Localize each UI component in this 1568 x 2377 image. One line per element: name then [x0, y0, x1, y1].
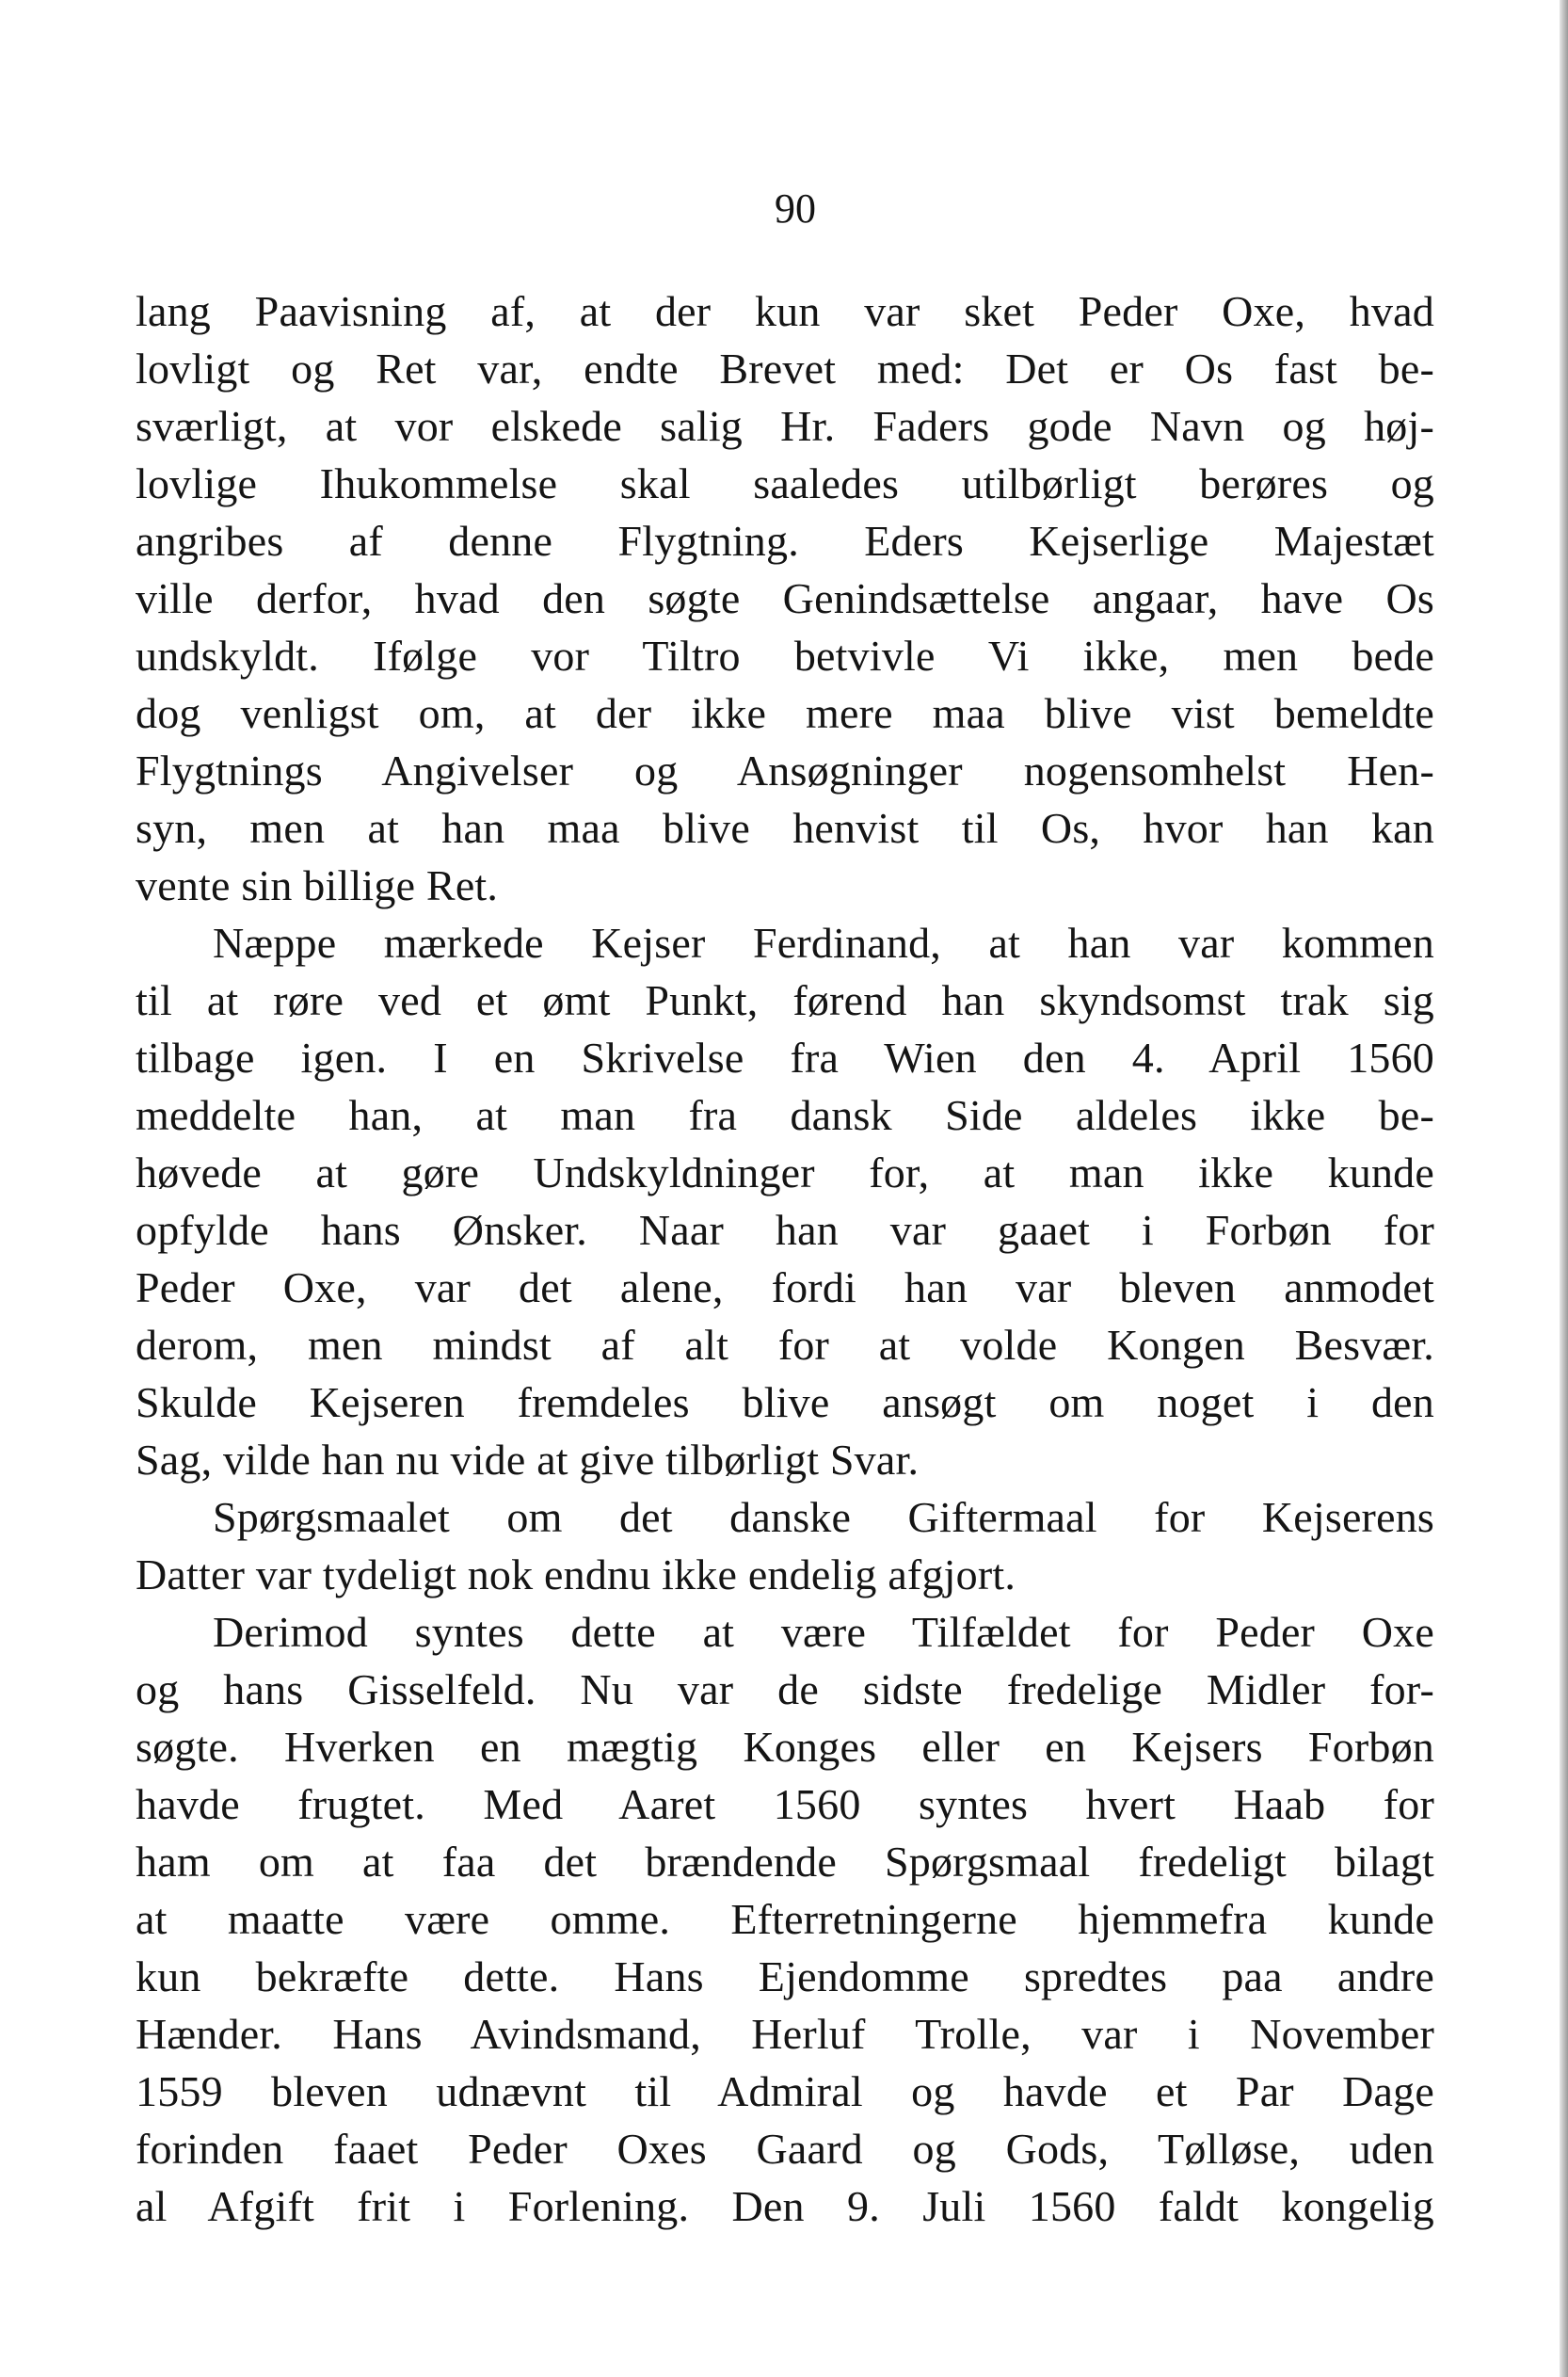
text-line: Skulde Kejseren fremdeles blive ansøgt om noget i den — [136, 1378, 1434, 1426]
text-line: Sag, vilde han nu vide at give tilbørligt Svar. — [136, 1436, 920, 1484]
page-edge-shadow — [1560, 0, 1568, 2377]
text-line: Spørgsmaalet om det danske Giftermaal for Kejserens — [213, 1493, 1434, 1541]
text-line: meddelte han, at man fra dansk Side aldeles ikke be- — [136, 1091, 1434, 1139]
text-line: lovlige Ihukommelse skal saaledes utilbørligt berøres og — [136, 459, 1434, 507]
text-line: syn, men at han maa blive henvist til Os, hvor han kan — [136, 804, 1434, 852]
text-line: søgte. Hverken en mægtig Konges eller en Kejsers Forbøn — [136, 1723, 1434, 1771]
text-line: til at røre ved et ømt Punkt, førend han skyndsomst trak sig — [136, 976, 1434, 1024]
text-line: havde frugtet. Med Aaret 1560 syntes hvert Haab for — [136, 1780, 1434, 1828]
text-line: undskyldt. Ifølge vor Tiltro betvivle Vi ikke, men bede — [136, 632, 1434, 680]
text-line: vente sin billige Ret. — [136, 861, 499, 909]
text-line: dog venligst om, at der ikke mere maa blive vist bemeldte — [136, 689, 1434, 737]
paragraph-1 — [136, 282, 1434, 914]
text-line: ville derfor, hvad den søgte Genindsættelse angaar, have Os — [136, 574, 1434, 622]
paragraph-4 — [136, 1603, 1434, 2235]
text-line: derom, men mindst af alt for at volde Kongen Besvær. — [136, 1321, 1434, 1369]
text-line: angribes af denne Flygtning. Eders Kejserlige Majestæt — [136, 517, 1434, 565]
text-line: og hans Gisselfeld. Nu var de sidste fredelige Midler for- — [136, 1665, 1434, 1713]
page-number: 90 — [775, 185, 816, 232]
text-line: sværligt, at vor elskede salig Hr. Faders gode Navn og høj- — [136, 402, 1434, 450]
text-line: at maatte være omme. Efterretningerne hjemmefra kunde — [136, 1895, 1434, 1943]
text-line: forinden faaet Peder Oxes Gaard og Gods, Tølløse, uden — [136, 2125, 1434, 2173]
text-line: 1559 bleven udnævnt til Admiral og havde et Par Dage — [136, 2067, 1434, 2115]
text-line: lovligt og Ret var, endte Brevet med: Det er Os fast be- — [136, 345, 1434, 393]
text-line: tilbage igen. I en Skrivelse fra Wien den 4. April 1560 — [136, 1034, 1434, 1082]
text-line: Peder Oxe, var det alene, fordi han var bleven anmodet — [136, 1263, 1434, 1311]
text-line: kun bekræfte dette. Hans Ejendomme spredtes paa andre — [136, 1952, 1434, 2000]
text-line: høvede at gøre Undskyldninger for, at man ikke kunde — [136, 1148, 1434, 1197]
text-line: al Afgift frit i Forlening. Den 9. Juli 1560 faldt kongelig — [136, 2182, 1434, 2230]
paragraph-3 — [136, 1488, 1434, 1603]
paragraph-2 — [136, 914, 1434, 1488]
text-line: Hænder. Hans Avindsmand, Herluf Trolle, var i November — [136, 2010, 1434, 2058]
text-line: Flygtnings Angivelser og Ansøgninger nogensomhelst Hen- — [136, 747, 1434, 795]
text-line: opfylde hans Ønsker. Naar han var gaaet i Forbøn for — [136, 1206, 1434, 1254]
text-line: Datter var tydeligt nok endnu ikke endelig afgjort. — [136, 1550, 1016, 1598]
text-line: lang Paavisning af, at der kun var sket Peder Oxe, hvad — [136, 287, 1434, 335]
body-text — [136, 282, 1434, 2235]
text-line: Derimod syntes dette at være Tilfældet for Peder Oxe — [213, 1608, 1434, 1656]
text-line: Næppe mærkede Kejser Ferdinand, at han var kommen — [213, 919, 1434, 967]
text-line: ham om at faa det brændende Spørgsmaal fredeligt bilagt — [136, 1838, 1434, 1886]
